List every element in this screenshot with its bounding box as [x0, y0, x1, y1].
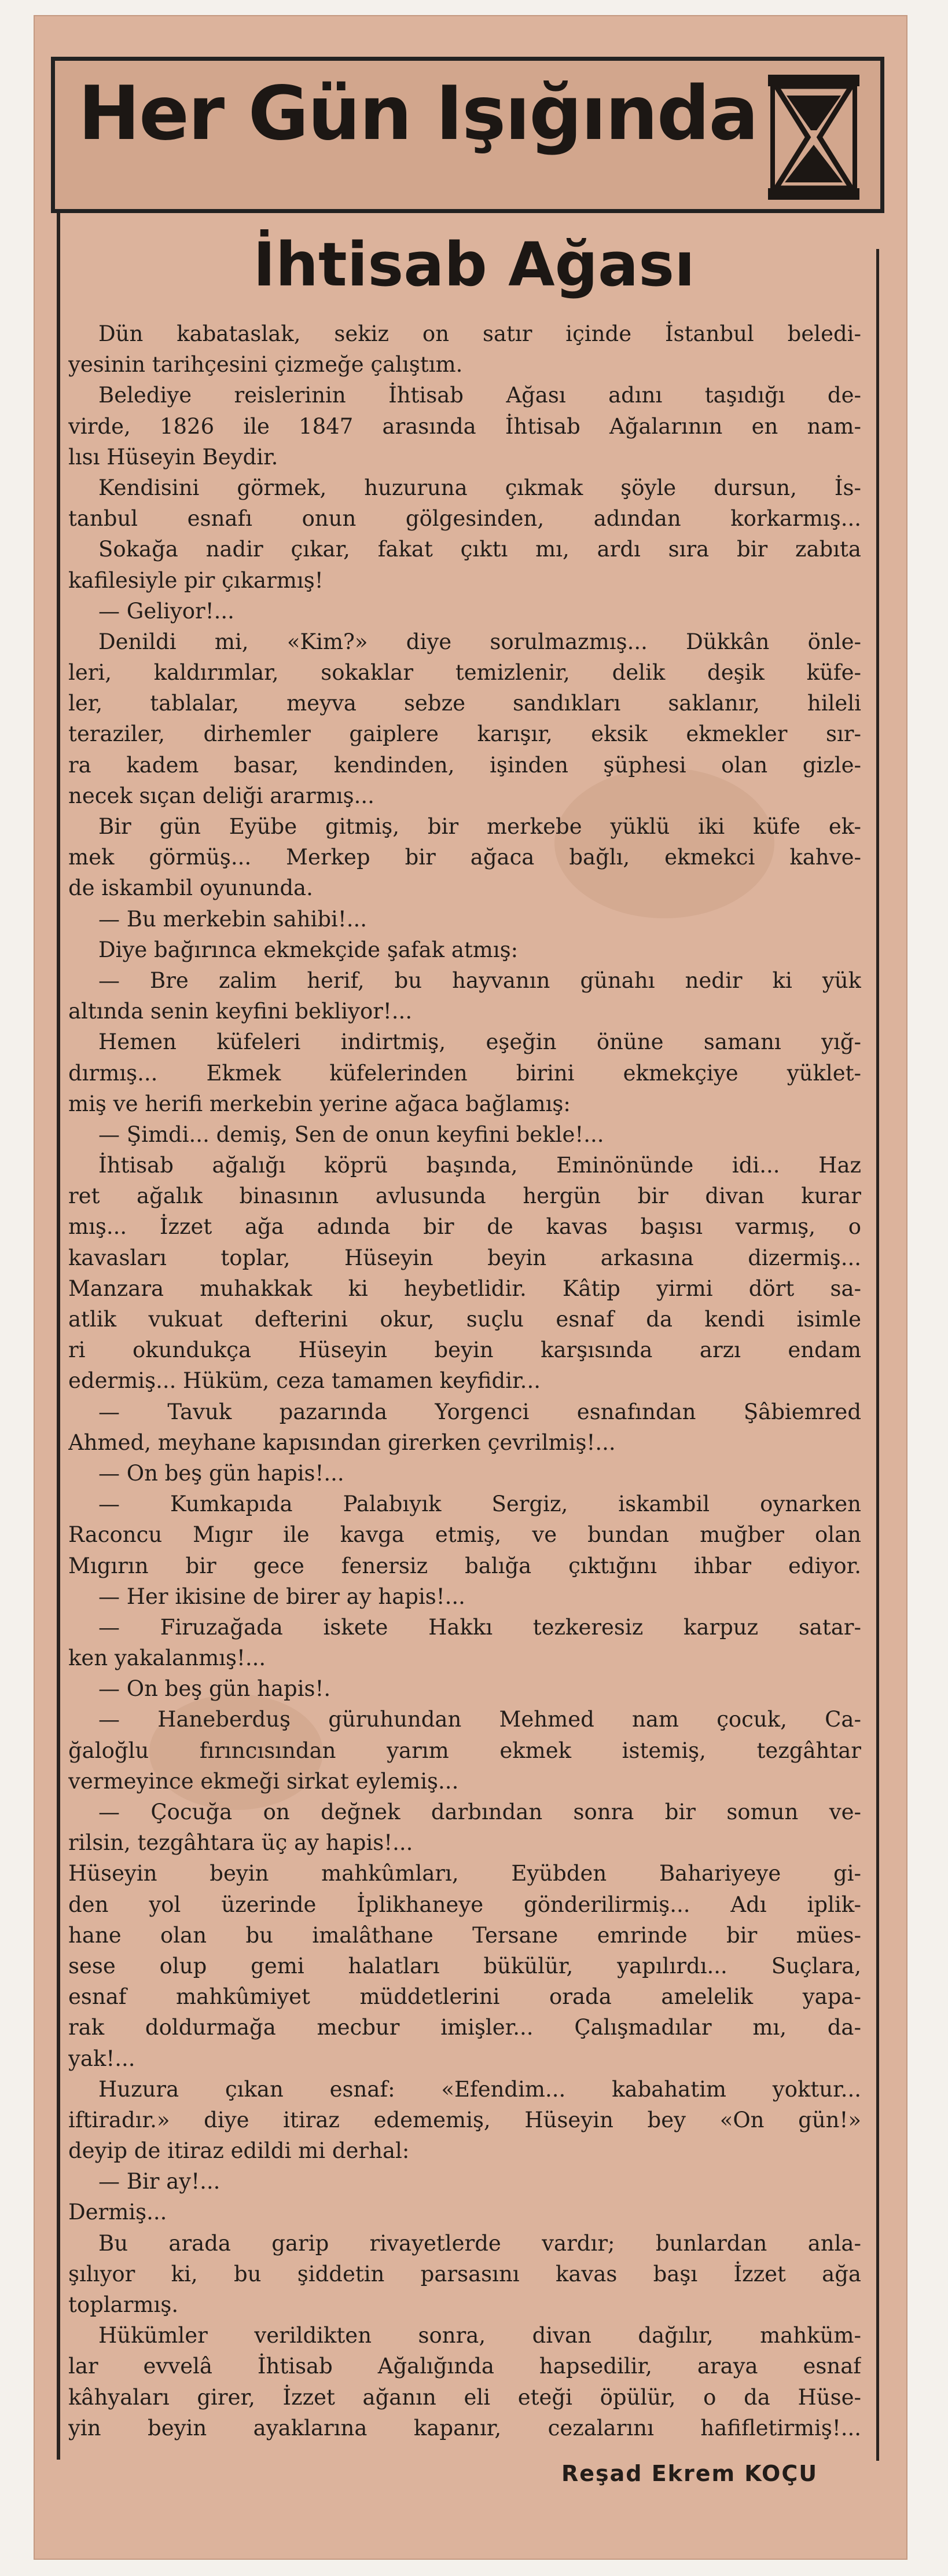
author-signature: Reşad Ekrem KOÇU: [561, 2461, 818, 2486]
article-line: virde, 1826 ile 1847 arasında İhtisab Ağalarının en nam-: [68, 413, 861, 439]
article-line: Kendisini görmek, huzuruna çıkmak şöyle dursun, İs-: [98, 475, 861, 500]
article-line: lar evvelâ İhtisab Ağalığında hapsedilir, araya esnaf: [68, 2354, 861, 2379]
article-line: toplarmış.: [68, 2292, 179, 2317]
article-line: atlik vukuat defterini okur, suçlu esnaf da kendi isimle: [68, 1307, 861, 1332]
article-line: Hemen küfeleri indirtmiş, eşeğin önüne samanı yığ-: [98, 1029, 861, 1055]
article-line: Denildi mi, «Kim?» diye sorulmazmış... Dükkân önle-: [98, 629, 861, 654]
article-line: — Firuzağada iskete Hakkı tezkeresiz karpuz satar-: [98, 1614, 861, 1640]
article-line: rak doldurmağa mecbur imişler... Çalışmadılar mı, da-: [68, 2015, 861, 2040]
article-line: ğaloğlu fırıncısından yarım ekmek istemiş, tezgâhtar: [68, 1738, 861, 1763]
article-line: kavasları toplar, Hüseyin beyin arkasına dizermiş...: [68, 1245, 861, 1270]
article-line: — Çocuğa on değnek darbından sonra bir somun ve-: [98, 1800, 861, 1824]
article-line: Manzara muhakkak ki heybetlidir. Kâtip yirmi dört sa-: [68, 1276, 861, 1301]
article-line: leri, kaldırımlar, sokaklar temizlenir, delik deşik küfe-: [68, 660, 861, 686]
article-line: Huzura çıkan esnaf: «Efendim... kabahatim yoktur...: [98, 2076, 861, 2102]
article-line: yin beyin ayaklarına kapanır, cezalarını hafifletirmiş!...: [68, 2415, 861, 2441]
article-line: Ahmed, meyhane kapısından girerken çevrilmiş!...: [68, 1430, 616, 1455]
article-line: — Bu merkebin sahibi!...: [98, 906, 368, 932]
article-line: Mıgırın bir gece fenersiz balığa çıktığını ihbar ediyor.: [68, 1553, 861, 1578]
article-line: yak!...: [68, 2046, 135, 2071]
article-line: dırmış... Ekmek küfelerinden birini ekmekçiye yüklet-: [68, 1060, 861, 1086]
article-line: hane olan bu imalâthane Tersane emrinde bir mües-: [68, 1922, 861, 1948]
article-line: lısı Hüseyin Beydir.: [68, 444, 278, 470]
article-line: kafilesiyle pir çıkarmış!: [68, 567, 324, 593]
article-line: altında senin keyfini bekliyor!...: [68, 999, 413, 1024]
article-line: İhtisab ağalığı köprü başında, Eminönünde idi... Haz: [98, 1153, 861, 1178]
article-line: ken yakalanmış!...: [68, 1646, 266, 1671]
article-line: — Şimdi... demiş, Sen de onun keyfini bekle!...: [98, 1122, 604, 1147]
article-line: Sokağa nadir çıkar, fakat çıktı mı, ardı sıra bir zabıta: [98, 537, 861, 562]
article-line: Dün kabataslak, sekiz on satır içinde İstanbul beledi-: [98, 321, 861, 346]
article-line: ret ağalık binasının avlusunda hergün bir divan kurar: [68, 1183, 861, 1209]
article-headline: İhtisab Ağası: [253, 229, 695, 300]
article-line: şılıyor ki, bu şiddetin parsasını kavas başı İzzet ağa: [68, 2261, 861, 2286]
article-line: — Bir ay!...: [98, 2169, 221, 2194]
article-line: tanbul esnafı onun gölgesinden, adından korkarmış...: [68, 506, 861, 532]
article-line: — Her ikisine de birer ay hapis!...: [98, 1584, 465, 1609]
article-line: yesinin tarihçesini çizmeğe çalıştım.: [68, 352, 463, 378]
article-line: Hüseyin beyin mahkûmları, Eyübden Bahariyeye gi-: [68, 1861, 861, 1886]
article-line: Bu arada garip rivayetlerde vardır; bunlardan anla-: [98, 2230, 861, 2256]
article-line: Bir gün Eyübe gitmiş, bir merkebe yüklü iki küfe ek-: [98, 814, 861, 839]
masthead-title: Her Gün Işığında: [78, 71, 758, 157]
article-line: Hükümler verildikten sonra, divan dağılır, mahküm-: [98, 2323, 861, 2348]
article-line: mek görmüş... Merkep bir ağaca bağlı, ekmekci kahve-: [68, 845, 861, 870]
article-line: rilsin, tezgâhtara üç ay hapis!...: [68, 1830, 413, 1856]
article-line: esnaf mahkûmiyet müddetlerini orada amelelik yapa-: [68, 1984, 861, 2010]
article-line: — Haneberduş güruhundan Mehmed nam çocuk, Ca-: [98, 1707, 861, 1732]
article-line: sese olup gemi halatları bükülür, yapılırdı... Suçlara,: [68, 1953, 861, 1978]
article-line: mış... İzzet ağa adında bir de kavas başısı varmış, o: [68, 1214, 861, 1240]
article-line: den yol üzerinde İplikhaneye gönderilirmiş... Adı iplik-: [68, 1892, 861, 1917]
article-line: de iskambil oyununda.: [68, 875, 313, 901]
article-line: — Geliyor!...: [98, 598, 234, 624]
masthead-banner: [51, 57, 884, 213]
article-line: Raconcu Mıgır ile kavga etmiş, ve bundan muğber olan: [68, 1522, 861, 1548]
article-line: deyip de itiraz edildi mi derhal:: [68, 2138, 410, 2164]
article-line: — On beş gün hapis!.: [98, 1676, 331, 1702]
article-line: vermeyince ekmeği sirkat eylemiş...: [68, 1768, 459, 1794]
article-line: ra kadem basar, kendinden, işinden şüphesi olan gizle-: [68, 752, 861, 778]
article-line: Dermiş...: [68, 2200, 167, 2225]
article-line: Diye bağırınca ekmekçide şafak atmış:: [98, 937, 519, 962]
article-line: ri okundukça Hüseyin beyin karşısında arzı endam: [68, 1338, 861, 1363]
article-line: edermiş... Hüküm, ceza tamamen keyfidir...: [68, 1368, 541, 1394]
column-rule-right: [876, 249, 879, 2461]
article-line: miş ve herifi merkebin yerine ağaca bağlamış:: [68, 1091, 571, 1116]
article-line: — Tavuk pazarında Yorgenci esnafından Şâbiemred: [98, 1399, 861, 1424]
article-line: kâhyaları girer, İzzet ağanın eli eteği öpülür, o da Hüse-: [68, 2384, 861, 2410]
article-line: — Bre zalim herif, bu hayvanın günahı nedir ki yük: [98, 968, 861, 993]
article-line: Belediye reislerinin İhtisab Ağası adını taşıdığı de-: [98, 383, 861, 408]
hourglass-icon: [765, 72, 863, 203]
article-body: [68, 318, 861, 2443]
article-line: ler, tablalar, meyva sebze sandıkları saklanır, hileli: [68, 691, 861, 716]
article-line: necek sıçan deliği ararmış...: [68, 783, 374, 808]
article-line: — On beş gün hapis!...: [98, 1460, 344, 1486]
column-rule-left: [57, 213, 60, 2460]
article-line: — Kumkapıda Palabıyık Sergiz, iskambil oynarken: [98, 1492, 861, 1517]
article-line: teraziler, dirhemler gaiplere karışır, eksik ekmekler sır-: [68, 721, 861, 747]
article-line: iftiradır.» diye itiraz edememiş, Hüseyin bey «On gün!»: [68, 2107, 861, 2132]
